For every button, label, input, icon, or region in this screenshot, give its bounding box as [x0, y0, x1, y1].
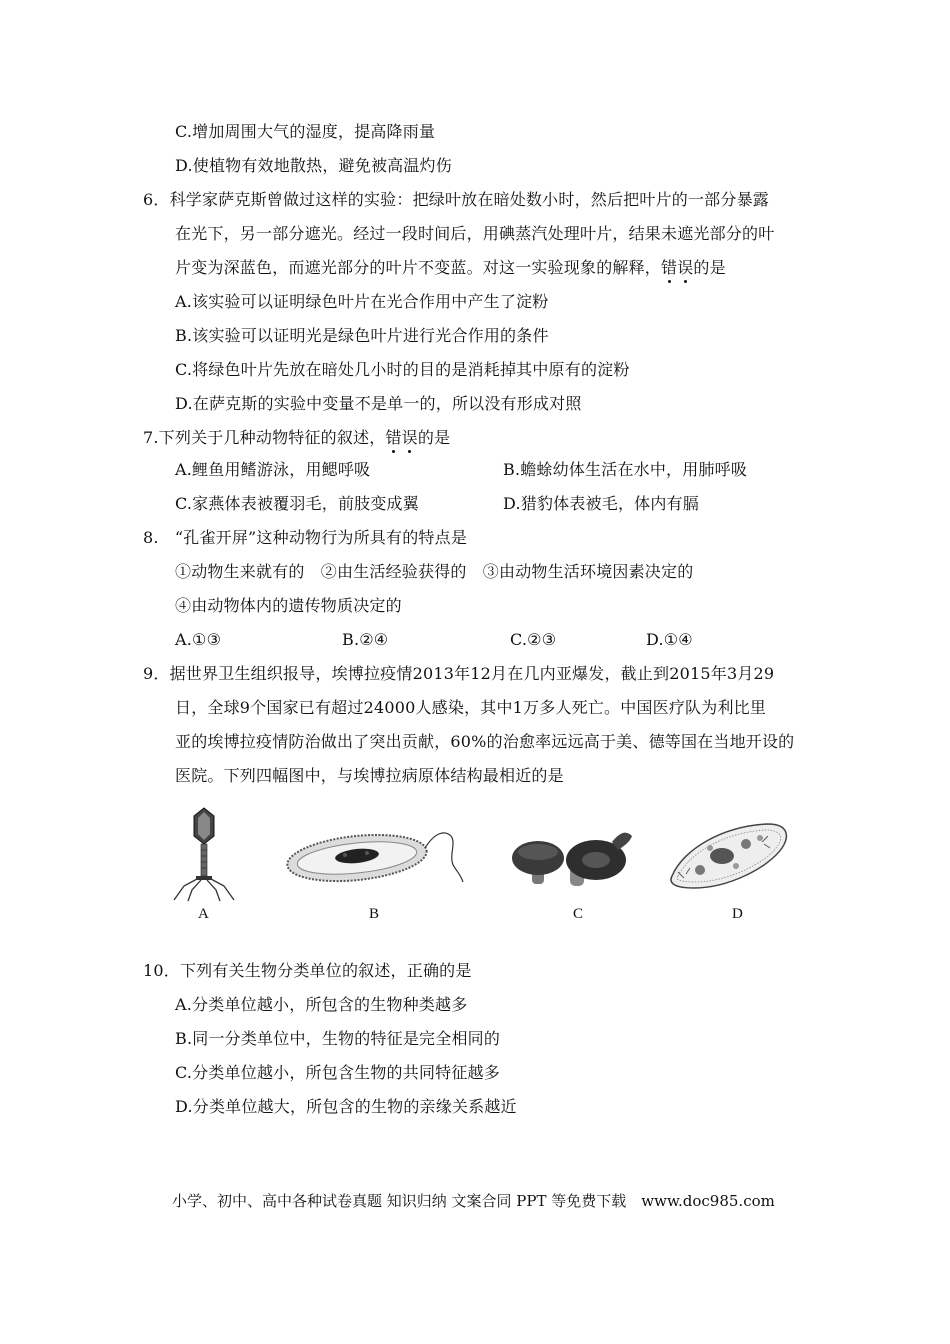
q8-option-b: B.②④	[342, 630, 389, 649]
figure-label-d: D	[732, 906, 743, 922]
q6-option-a: A.该实验可以证明绿色叶片在光合作用中产生了淀粉	[175, 292, 549, 311]
q10-option-d: D.分类单位越大，所包含的生物的亲缘关系越近	[175, 1097, 517, 1116]
emphasis-char: 误	[677, 258, 694, 277]
mushroom-icon	[508, 824, 638, 890]
q9-stem-line1: 9．据世界卫生组织报导，埃博拉疫情2013年12月在几内亚爆发，截止到2015年3月29	[143, 664, 775, 683]
emphasis-char: 错	[385, 428, 402, 447]
q8-items-line1: ①动物生来就有的 ②由生活经验获得的 ③由动物生活环境因素决定的	[175, 562, 694, 581]
q6-stem-text: 片变为深蓝色，而遮光部分的叶片不变蓝。对这一实验现象的解释，	[175, 258, 662, 277]
emphasis-char: 误	[401, 428, 418, 447]
figure-label-c: C	[573, 906, 584, 922]
q10-option-c: C.分类单位越小，所包含生物的共同特征越多	[175, 1063, 500, 1082]
q6-option-c: C.将绿色叶片先放在暗处几小时的目的是消耗掉其中原有的淀粉	[175, 360, 630, 379]
q7-option-b: B.蟾蜍幼体生活在水中，用肺呼吸	[503, 460, 748, 479]
q6-stem-line3	[175, 258, 726, 278]
q9-stem-line2: 日，全球9个国家已有超过24000人感染，其中1万多人死亡。中国医疗队为利比里	[175, 698, 767, 717]
figure-label-a: A	[198, 906, 209, 922]
q7-stem-text: 的是	[417, 428, 451, 447]
q8-option-c: C.②③	[510, 630, 557, 649]
q5-option-d: D.使植物有效地散热，避免被高温灼伤	[175, 156, 452, 175]
page-footer: 小学、初中、高中各种试卷真题 知识归纳 文案合同 PPT 等免费下载 www.doc985.com	[172, 1192, 775, 1210]
q8-option-a: A.①③	[175, 630, 222, 649]
q5-option-c: C.增加周围大气的湿度，提高降雨量	[175, 122, 436, 141]
q8-option-d: D.①④	[646, 630, 693, 649]
q7-stem-text: 7.下列关于几种动物特征的叙述，	[143, 428, 386, 447]
bacteriophage-icon	[168, 806, 240, 902]
q8-items-line2: ④由动物体内的遗传物质决定的	[175, 596, 402, 615]
q6-stem-line1: 6．科学家萨克斯曾做过这样的实验：把绿叶放在暗处数小时，然后把叶片的一部分暴露	[143, 190, 769, 209]
bacterium-icon	[285, 822, 465, 894]
q9-stem-line4: 医院。下列四幅图中，与埃博拉病原体结构最相近的是	[175, 766, 564, 785]
q10-option-a: A.分类单位越小，所包含的生物种类越多	[175, 995, 468, 1014]
q6-option-d: D.在萨克斯的实验中变量不是单一的，所以没有形成对照	[175, 394, 582, 413]
q7-option-c: C.家燕体表被覆羽毛，前肢变成翼	[175, 494, 419, 513]
q10-option-b: B.同一分类单位中，生物的特征是完全相同的	[175, 1029, 501, 1048]
q7-stem	[143, 428, 450, 448]
q7-option-d: D.猎豹体表被毛，体内有膈	[503, 494, 699, 513]
q8-stem: 8. “孔雀开屏”这种动物行为所具有的特点是	[143, 528, 468, 547]
q9-stem-line3: 亚的埃博拉疫情防治做出了突出贡献，60%的治愈率远远高于美、德等国在当地开设的	[175, 732, 795, 751]
q10-stem: 10．下列有关生物分类单位的叙述，正确的是	[143, 961, 472, 980]
emphasis-char: 错	[661, 258, 678, 277]
figure-label-b: B	[369, 906, 380, 922]
paramecium-icon	[664, 818, 794, 892]
q6-option-b: B.该实验可以证明光是绿色叶片进行光合作用的条件	[175, 326, 549, 345]
q7-option-a: A.鲤鱼用鳍游泳，用鳃呼吸	[175, 460, 371, 479]
q6-stem-line2: 在光下，另一部分遮光。经过一段时间后，用碘蒸汽处理叶片，结果未遮光部分的叶	[175, 224, 775, 243]
q6-stem-text: 的是	[693, 258, 726, 277]
